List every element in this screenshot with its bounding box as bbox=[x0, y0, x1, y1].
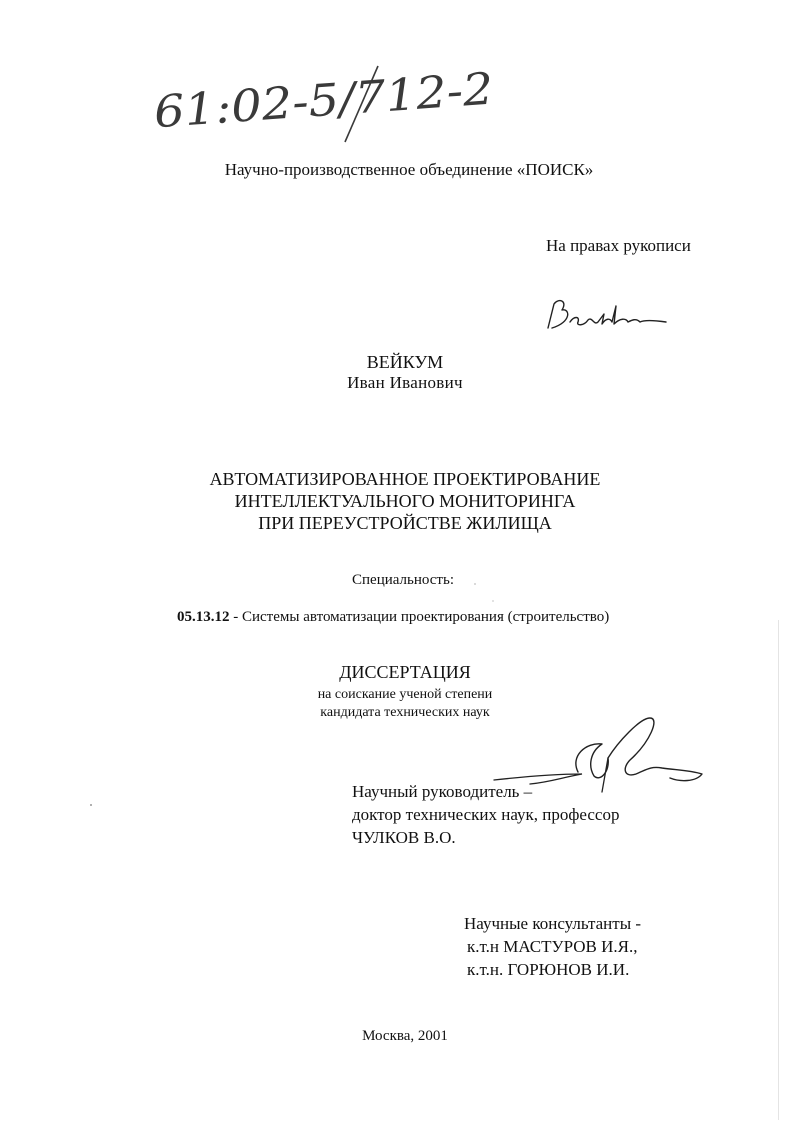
specialty-description: - Системы автоматизации проектирования (строительство) bbox=[229, 609, 610, 625]
city-and-year: Москва, 2001 bbox=[362, 1028, 448, 1044]
author-surname: ВЕЙКУМ bbox=[366, 352, 444, 372]
consultants-role: Научные консультанты - bbox=[464, 914, 642, 933]
author-given-names: Иван Иванович bbox=[347, 373, 463, 392]
title-line: ПРИ ПЕРЕУСТРОЙСТВЕ ЖИЛИЩА bbox=[258, 513, 552, 533]
scan-speck bbox=[492, 600, 494, 602]
consultant-entry: к.т.н. ГОРЮНОВ И.И. bbox=[467, 960, 630, 979]
specialty-label: Специальность: bbox=[352, 572, 454, 588]
scan-speck bbox=[90, 804, 92, 806]
title-line: АВТОМАТИЗИРОВАННОЕ ПРОЕКТИРОВАНИЕ bbox=[209, 469, 601, 489]
title-line: ИНТЕЛЛЕКТУАЛЬНОГО МОНИТОРИНГА bbox=[234, 491, 576, 511]
scan-edge-line bbox=[778, 620, 779, 1120]
specialty-line bbox=[177, 609, 609, 626]
dissertation-title bbox=[0, 468, 793, 534]
specialty-code: 05.13.12 bbox=[177, 609, 230, 625]
document-type-heading: ДИССЕРТАЦИЯ bbox=[339, 662, 471, 682]
scan-speck bbox=[474, 583, 476, 585]
svg-text:61:02-5/712-2: 61:02-5/712-2 bbox=[152, 65, 467, 139]
organization-name: Научно-производственное объединение «ПОИСК» bbox=[224, 160, 594, 179]
advisor-role: Научный руководитель – bbox=[352, 782, 533, 801]
degree-line: кандидата технических наук bbox=[320, 705, 490, 720]
rights-notice: На правах рукописи bbox=[546, 236, 691, 255]
advisor-name: ЧУЛКОВ В.О. bbox=[352, 828, 456, 847]
advisor-degree: доктор технических наук, профессор bbox=[352, 805, 620, 824]
consultant-entry: к.т.н МАСТУРОВ И.Я., bbox=[467, 937, 638, 956]
handwritten-shelfmark bbox=[150, 60, 510, 145]
degree-line: на соискание ученой степени bbox=[317, 687, 493, 702]
scientific-consultants bbox=[464, 912, 641, 981]
author-signature bbox=[540, 292, 675, 340]
scientific-advisor bbox=[352, 780, 619, 849]
